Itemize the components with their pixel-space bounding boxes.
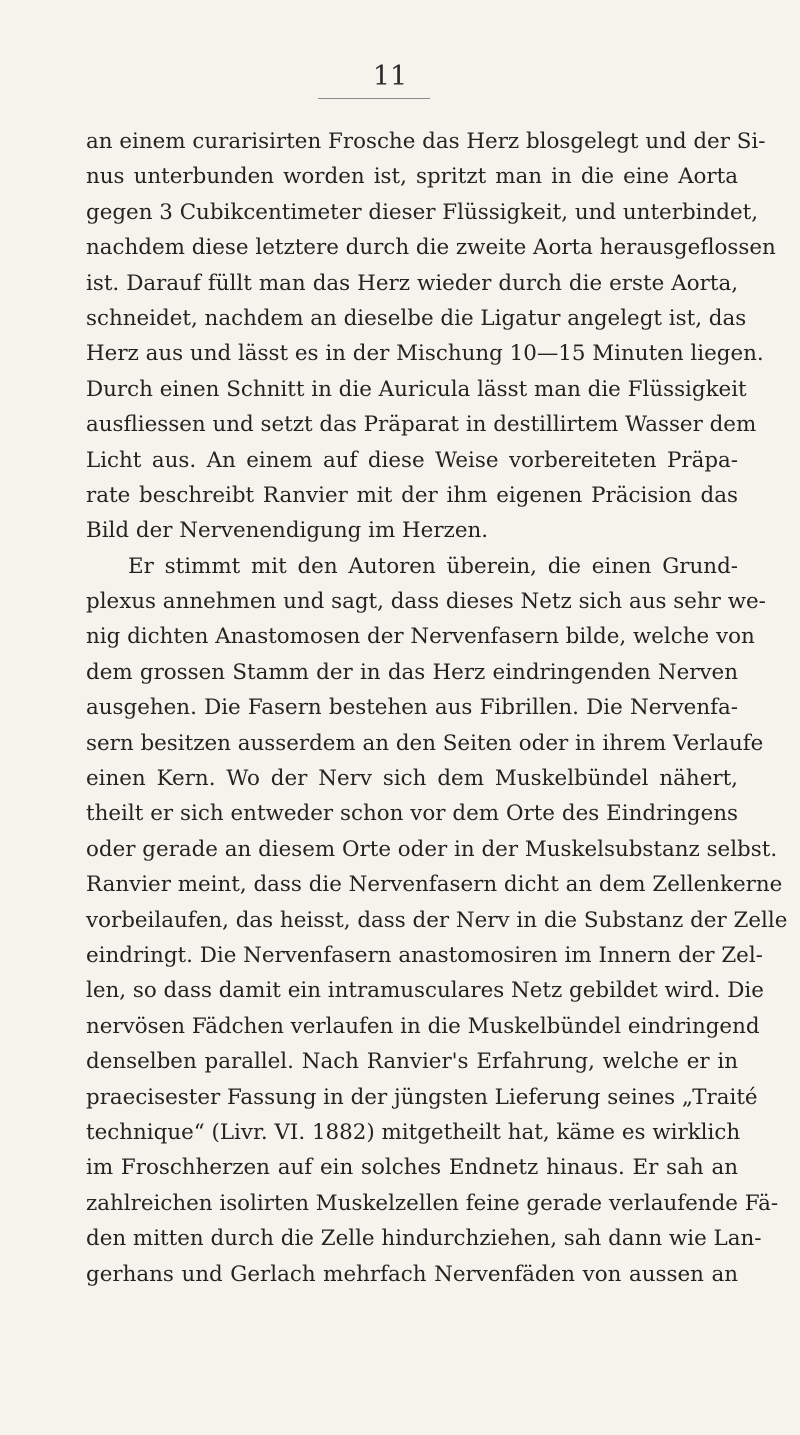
text-line: eindringt. Die Nervenfasern anastomosiren im Innern der Zel- [86, 942, 763, 968]
text-line: ausgehen. Die Fasern bestehen aus Fibrillen. Die Nervenfa- [86, 695, 738, 721]
text-line: zahlreichen isolirten Muskelzellen feine gerade verlaufende Fä- [86, 1190, 779, 1216]
text-line: rate beschreibt Ranvier mit der ihm eigenen Präcision das [86, 482, 738, 508]
text-line: Durch einen Schnitt in die Auricula lässt man die Flüssigkeit [86, 376, 747, 402]
text-line: sern besitzen ausserdem an den Seiten oder in ihrem Verlaufe [86, 730, 764, 756]
text-line: nus unterbunden worden ist, spritzt man in die eine Aorta [86, 164, 738, 190]
text-line: dem grossen Stamm der in das Herz eindringenden Nerven [86, 659, 738, 685]
text-line: nachdem diese letztere durch die zweite Aorta herausgeflossen [86, 235, 776, 261]
text-line: len, so dass damit ein intramusculares Netz gebildet wird. Die [86, 978, 764, 1004]
text-line: Licht aus. An einem auf diese Weise vorbereiteten Präpa- [86, 447, 738, 473]
body-text [86, 124, 788, 1292]
text-line: den mitten durch die Zelle hindurchziehen, sah dann wie Lan- [86, 1226, 762, 1252]
text-line: Er stimmt mit den Autoren überein, die einen Grund- [128, 553, 738, 579]
text-line: schneidet, nachdem an dieselbe die Ligatur angelegt ist, das [86, 305, 747, 331]
page-number: 11 [372, 61, 408, 92]
text-line: im Froschherzen auf ein solches Endnetz hinaus. Er sah an [86, 1155, 738, 1181]
text-line: Ranvier meint, dass die Nervenfasern dicht an dem Zellenkerne [86, 872, 783, 898]
text-line: technique“ (Livr. VI. 1882) mitgetheilt hat, käme es wirklich [86, 1119, 741, 1145]
text-line: an einem curarisirten Frosche das Herz blosgelegt und der Si- [86, 129, 766, 154]
text-line: denselben parallel. Nach Ranvier's Erfahrung, welche er in [86, 1049, 738, 1075]
text-line: gegen 3 Cubikcentimeter dieser Flüssigkeit, und unterbindet, [86, 199, 758, 225]
text-line: nervösen Fädchen verlaufen in die Muskelbündel eindringend [86, 1013, 760, 1039]
text-line: einen Kern. Wo der Nerv sich dem Muskelbündel nähert, [86, 766, 738, 792]
text-line: ist. Darauf füllt man das Herz wieder durch die erste Aorta, [86, 270, 738, 296]
text-line: vorbeilaufen, das heisst, dass der Nerv in die Substanz der Zelle [86, 907, 788, 933]
text-line: nig dichten Anastomosen der Nervenfasern bilde, welche von [86, 624, 755, 650]
text-line: gerhans und Gerlach mehrfach Nervenfäden von aussen an [86, 1261, 738, 1287]
text-line: Herz aus und lässt es in der Mischung 10—15 Minuten liegen. [86, 341, 764, 367]
text-line: theilt er sich entweder schon vor dem Orte des Eindringens [86, 801, 738, 827]
text-line: oder gerade an diesem Orte oder in der Muskelsubstanz selbst. [86, 836, 778, 862]
text-line: Bild der Nervenendigung im Herzen. [86, 518, 489, 544]
header-rule [318, 98, 430, 99]
text-line: plexus annehmen und sagt, dass dieses Netz sich aus sehr we- [86, 589, 766, 615]
text-line: praecisester Fassung in der jüngsten Lieferung seines „Traité [86, 1084, 758, 1110]
paragraph-1 [86, 124, 776, 549]
paragraph-2 [86, 549, 788, 1292]
text-line: ausfliessen und setzt das Präparat in destillirtem Wasser dem [86, 412, 757, 438]
